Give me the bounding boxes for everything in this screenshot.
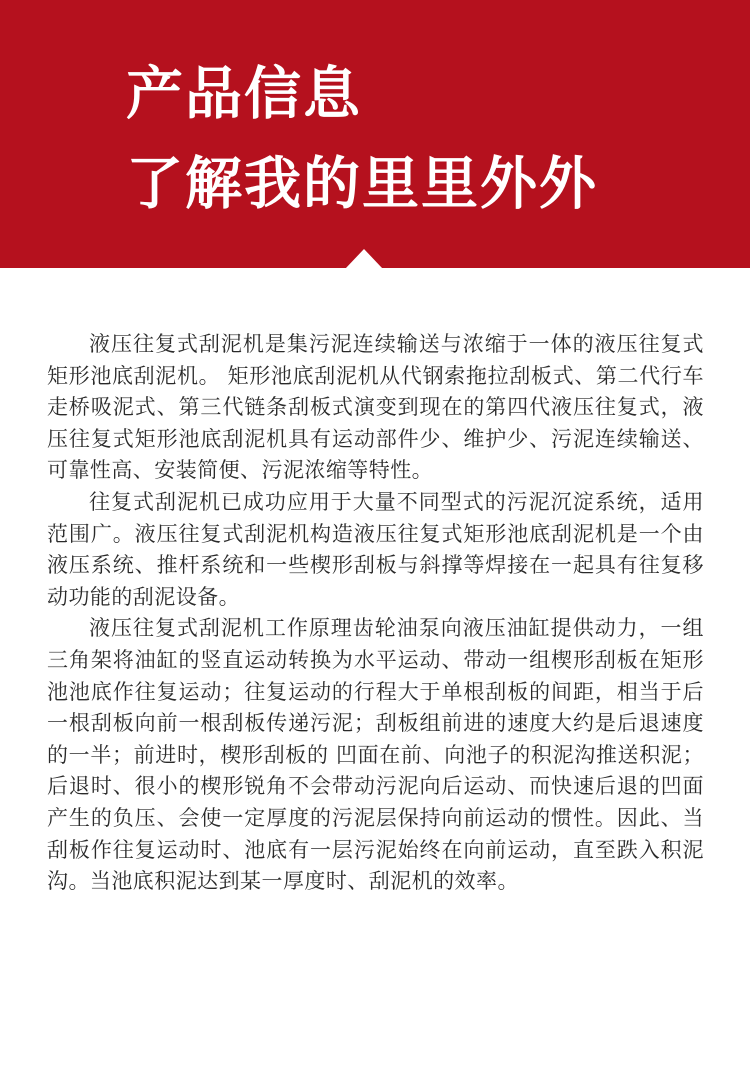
product-description [47, 329, 704, 898]
header-banner [0, 0, 750, 268]
description-paragraph-2: 往复式刮泥机已成功应用于大量不同型式的污泥沉淀系统，适用范围广。液压往复式刮泥机构造液压往复式矩形池底刮泥机是一个由液压系统、推杆系统和一些楔形刮板与斜撑等焊接在一起具有往复移动功能的刮泥设备。 [47, 489, 704, 609]
page-title: 产品信息 [126, 61, 362, 127]
page-subtitle: 了解我的里里外外 [126, 151, 598, 217]
banner-notch-decoration [345, 249, 383, 269]
description-paragraph-3: 液压往复式刮泥机工作原理齿轮油泵向液压油缸提供动力，一组三角架将油缸的竖直运动转换为水平运动、带动一组楔形刮板在矩形池池底作往复运动；往复运动的行程大于单根刮板的间距，相当于后一根刮板向前一根刮板传递污泥；刮板组前进的速度大约是后退速度的一半；前进时，楔形刮板的 凹面在前、向池子的积泥沟推送积泥；后退时、很小的楔形锐角不会带动污泥向后运动、而快速后退的凹面产生的负压、会使一定厚度的污泥层保持向前运动的惯性。因此、当刮板作往复运动时、池底有一层污泥始终在向前运动，直至跌入积泥沟。当池底积泥达到某一厚度时、刮泥机的效率。 [47, 616, 704, 894]
description-paragraph-1: 液压往复式刮泥机是集污泥连续输送与浓缩于一体的液压往复式矩形池底刮泥机。 矩形池底刮泥机从代钢索拖拉刮板式、第二代行车走桥吸泥式、第三代链条刮板式演变到现在的第四代液压往复式，液压往复式矩形池底刮泥机具有运动部件少、维护少、污泥连续输送、可靠性高、安装简便、污泥浓缩等特性。 [47, 332, 704, 483]
